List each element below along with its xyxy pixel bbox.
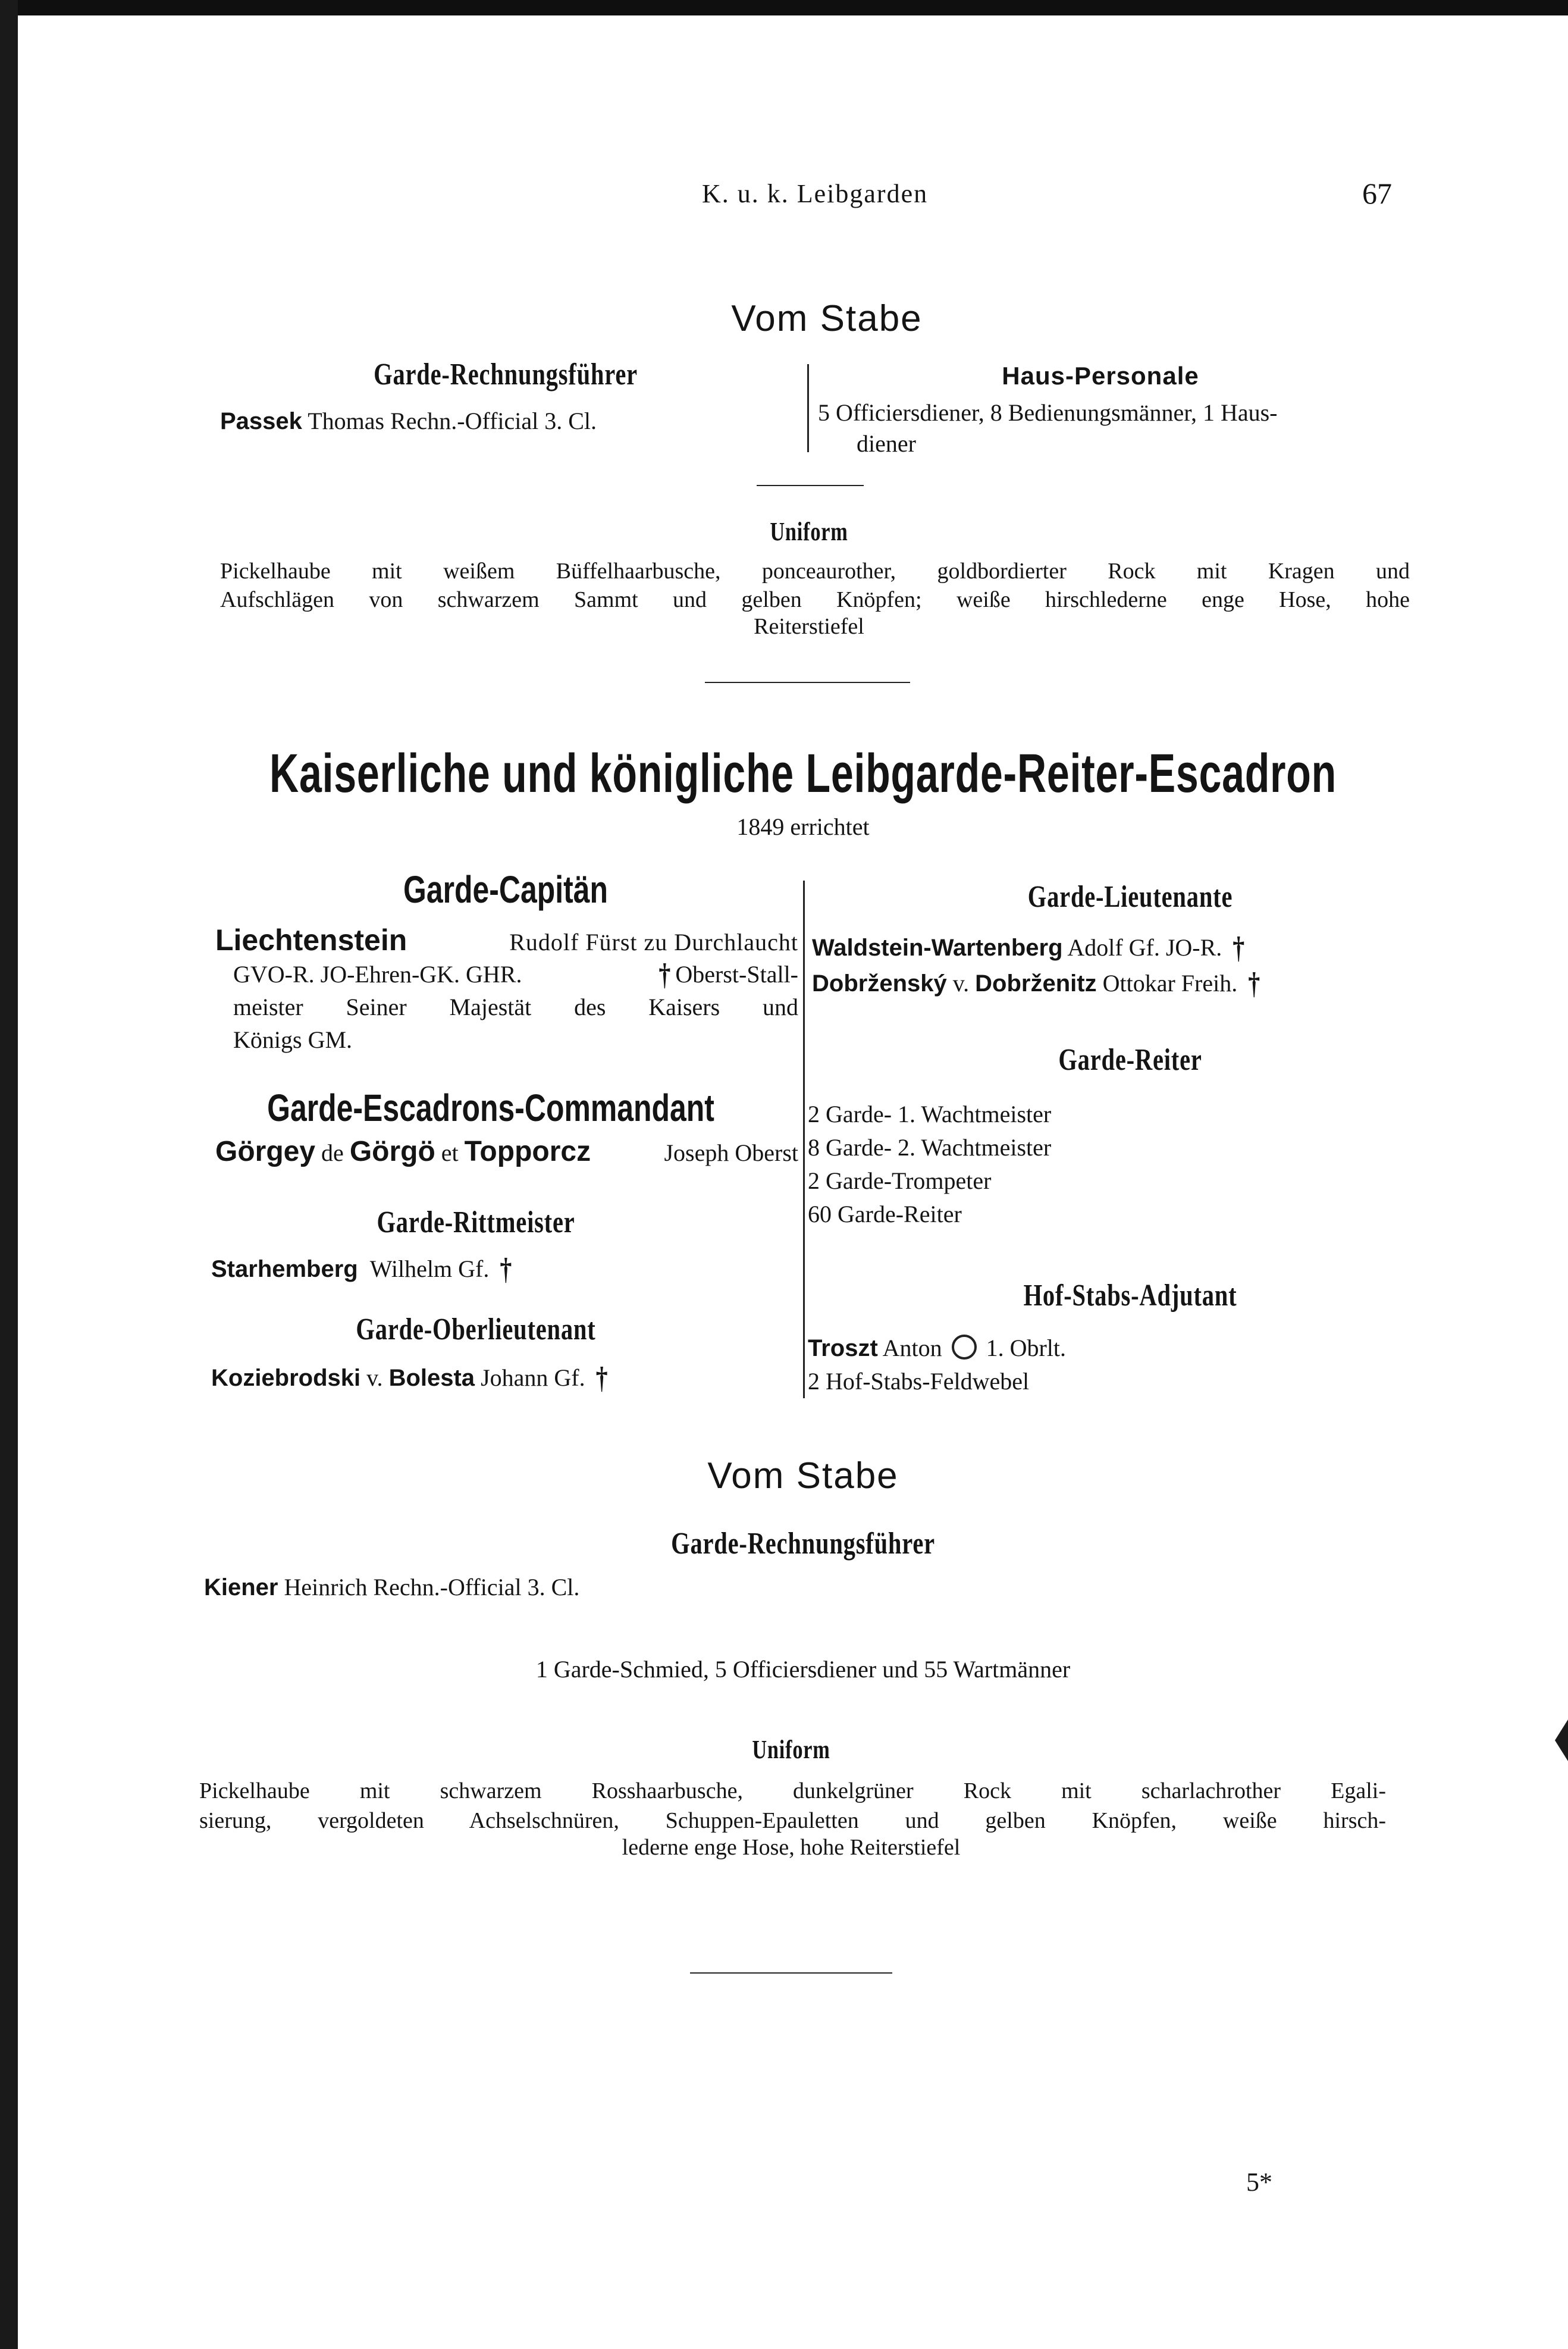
capitan-name: Liechtenstein [215,923,407,957]
capitan-line-1 [215,923,798,959]
capitan-line-4: Königs GM. [233,1026,353,1053]
lieutenant-1-entry [812,931,1407,964]
heading-garde-capitan: Garde-Capitän [403,868,608,911]
section-title-vom-stabe-2: Vom Stabe [707,1455,899,1496]
uniform-2-line-3: lederne enge Hose, hohe Reiterstiefel [622,1835,961,1860]
heading-rechnungsfuehrer: Garde-Rechnungsführer [374,358,638,391]
heading-rechnungsfuehrer-2: Garde-Rechnungsführer [671,1527,935,1561]
adjutant-entry [808,1332,1343,1365]
commandant-surname-3: Topporcz [464,1136,591,1167]
cross-icon: † [500,1251,512,1286]
haus-personale-text-2: diener [857,430,916,457]
list-item: 8 Garde- 2. Wachtmeister [808,1134,1052,1161]
oberlieutenant-name-2: Bolesta [388,1365,475,1391]
rittmeister-details: Wilhelm Gf. [369,1255,490,1282]
person-details: Heinrich Rechn.-Official 3. Cl. [284,1574,580,1601]
lieutenant-2-v: v. [952,970,970,997]
heading-garde-reiter: Garde-Reiter [1058,1043,1202,1077]
person-name: Passek [220,408,302,434]
list-item: 2 Garde-Trompeter [808,1167,992,1194]
cross-icon: † [1248,966,1260,1001]
uniform-1-line-1: Pickelhaube mit weißem Büffelhaarbusche, ponceaurother, goldbordierter Rock mit Kragen und [220,559,1410,584]
capitan-details-2b: Oberst-Stall- [675,961,798,988]
order-circle-icon [952,1335,977,1360]
oberlieutenant-entry [211,1361,776,1395]
oberlieutenant-name: Koziebrodski [211,1365,361,1391]
lieutenant-2-entry [812,967,1407,1000]
signature-mark: 5* [1246,2168,1272,2197]
commandant-surname-2: Görgö [349,1136,435,1167]
cross-icon: † [1233,930,1245,965]
lieutenant-1-name: Waldstein-Wartenberg [812,935,1063,961]
capitan-details-1: Rudolf Fürst zu Durchlaucht [509,929,798,956]
heading-rittmeister: Garde-Rittmeister [377,1205,575,1239]
uniform-2-line-1: Pickelhaube mit schwarzem Rosshaarbusche, dunkelgrüner Rock mit scharlachrother Egali- [199,1778,1386,1803]
heading-hof-stabs-adjutant: Hof-Stabs-Adjutant [1023,1279,1237,1313]
cross-icon: † [658,957,671,992]
heading-garde-lieutenante: Garde-Lieutenante [1027,880,1233,914]
divider-short-1 [757,485,864,486]
reiter-list [808,1098,1343,1231]
commandant-et: et [441,1139,459,1166]
heading-uniform-1: Uniform [770,517,848,546]
staff-line: 1 Garde-Schmied, 5 Officiersdiener und 55 Wartmänner [535,1656,1071,1683]
person-details: Thomas Rechn.-Official 3. Cl. [308,408,597,434]
cross-icon: † [595,1360,608,1395]
lieutenant-2-name: Dobrženský [812,970,947,997]
commandant-surname: Görgey [215,1136,316,1167]
heading-oberlieutenant: Garde-Oberlieutenant [356,1313,596,1346]
oberlieutenant-details: Johann Gf. [481,1364,585,1391]
adjutant-name: Troszt [808,1335,878,1361]
scan-border-top [0,0,1568,15]
running-title: K. u. k. Leibgarden [702,179,929,208]
uniform-1-line-3: Reiterstiefel [754,614,864,639]
commandant-details: Joseph Oberst [664,1139,798,1166]
uniform-1-line-2: Aufschlägen von schwarzem Sammt und gelben Knöpfen; weiße hirschlederne enge Hose, hohe [220,587,1410,612]
divider-short-3 [690,1972,892,1974]
commandant-de: de [321,1139,344,1166]
adjutant-rank: 1. Obrlt. [986,1335,1067,1361]
adjutant-first-name: Anton [882,1335,942,1361]
heading-haus-personale: Haus-Personale [1002,362,1199,390]
lieutenant-2-name-2: Dobrženitz [975,970,1097,997]
rechnungsfuehrer-2-entry [204,1571,739,1604]
capitan-line-3: meister Seiner Majestät des Kaisers und [233,994,798,1020]
scan-edge-mark [1555,1720,1568,1761]
lieutenant-1-details: Adolf Gf. JO-R. [1067,934,1222,961]
haus-personale-text-1: 5 Officiersdiener, 8 Bedienungsmänner, 1 Haus- [818,399,1278,426]
heading-escadrons-commandant: Garde-Escadrons-Commandant [267,1086,714,1129]
heading-uniform-2: Uniform [752,1735,830,1764]
page-number: 67 [1362,177,1392,210]
rittmeister-name: Starhemberg [211,1256,358,1282]
list-item: 2 Garde- 1. Wachtmeister [808,1101,1052,1127]
oberlieutenant-v: v. [366,1364,383,1391]
lieutenant-2-details: Ottokar Freih. [1102,970,1238,997]
section-title-vom-stabe: Vom Stabe [731,298,923,339]
rechnungsfuehrer-entry [220,405,696,438]
uniform-2-line-2: sierung, vergoldeten Achselschnüren, Schuppen-Epauletten und gelben Knöpfen, weiße hirsch- [199,1808,1386,1833]
column-divider-main [803,881,805,1398]
divider-short-2 [705,682,910,683]
main-subtitle: 1849 errichtet [736,813,870,840]
person-name: Kiener [204,1574,278,1601]
list-item: 60 Garde-Reiter [808,1201,962,1227]
commandant-entry [215,1135,798,1170]
rittmeister-entry [211,1252,747,1286]
adjutant-item-2: 2 Hof-Stabs-Feldwebel [808,1368,1030,1395]
scan-border-left [0,0,18,2349]
column-divider-1 [807,364,809,452]
capitan-details-2a: GVO-R. JO-Ehren-GK. GHR. [233,961,522,988]
main-title: Kaiserliche und königliche Leibgarde-Reiter-Escadron [269,743,1337,804]
capitan-line-2 [233,958,798,991]
